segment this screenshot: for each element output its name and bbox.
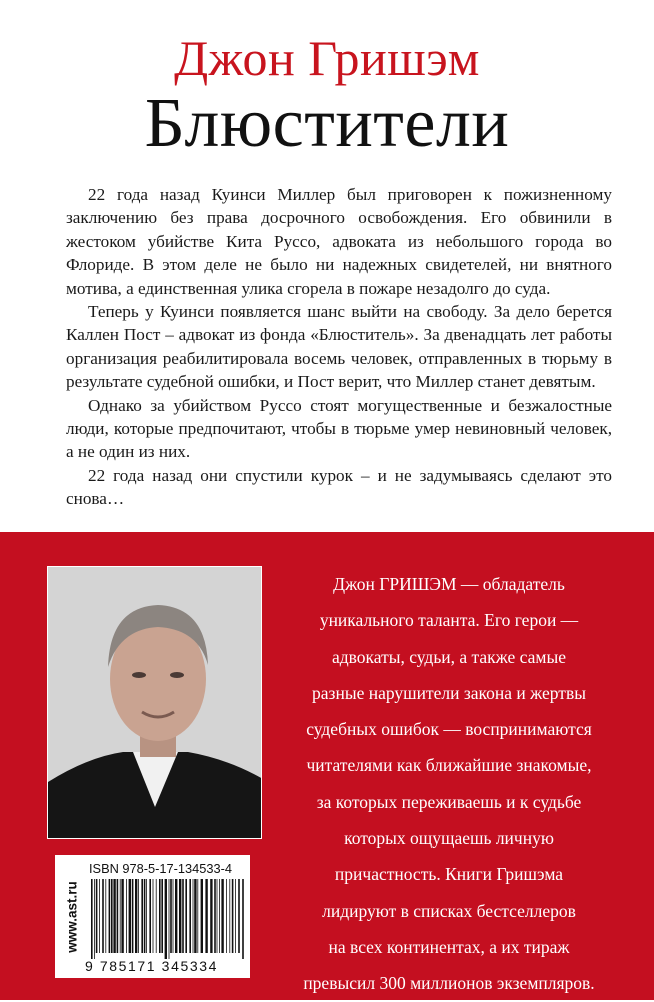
barcode-bar [226, 879, 227, 953]
barcode-bar [165, 879, 167, 959]
author-photo [47, 566, 262, 839]
barcode-bar [173, 879, 174, 953]
bio-line: причастность. Книги Гришэма [334, 864, 564, 885]
barcode-bar [105, 879, 106, 953]
barcode-bar [91, 879, 93, 959]
barcode-bar [229, 879, 230, 953]
isbn-label: ISBN 978-5-17-134533-4 [89, 861, 232, 876]
barcode-bar [132, 879, 134, 953]
barcode-bar [120, 879, 121, 953]
blurb-paragraph: Теперь у Куинси появляется шанс выйти на свободу. За дело берется Каллен Пост – адвокат из фонда «Блюститель». За двенадцать лет работы организация реабилитировала восемь человек, отправленных в тюрьму в результате судебной ошибки, и Пост верит, что Миллер станет девятым. [66, 302, 612, 392]
barcode-bar [217, 879, 218, 953]
barcode-bar [121, 879, 123, 953]
barcode-bar [144, 879, 146, 953]
bio-line: превысил 300 миллионов экземпляров. [303, 973, 595, 994]
barcode-bar [197, 879, 198, 953]
barcode-bar [210, 879, 212, 953]
blurb-paragraph: 22 года назад Куинси Миллер был приговорен к пожизненному заключению без права досрочного освобождения. Его обвинили в жестоком убийстве Кита Руссо, адвоката из небольшого города во Флориде. В этом деле не было ни надежных свидетелей, ни внятного мотива, а единственная улика сгорела в пожаре незадолго до суда. [66, 185, 612, 298]
barcode-bar [135, 879, 137, 953]
ean-number: 9 785171 345334 [85, 958, 218, 974]
bio-line: адвокаты, судьи, а также самые [331, 646, 567, 667]
barcode-bar [138, 879, 139, 953]
barcode-bar [179, 879, 181, 953]
barcode-bar [182, 879, 184, 953]
barcode-bar [170, 879, 172, 953]
barcode-bar [193, 879, 194, 953]
book-title: Блюстители [144, 85, 510, 162]
barcode-bar [185, 879, 187, 953]
bio-line: лидируют в списках бестселлеров [322, 900, 576, 921]
bio-line: уникального таланта. Его герои — [319, 610, 579, 631]
barcode-bar [232, 879, 234, 953]
barcode-bar [99, 879, 100, 953]
author-bio [270, 566, 628, 1002]
barcode-block [55, 855, 250, 978]
barcode-bar [126, 879, 127, 953]
bio-line: читателями как ближайшие знакомые, [306, 755, 592, 776]
author-name: Джон Гришэм [174, 30, 480, 86]
barcode-bar [205, 879, 207, 953]
bio-line: за которых переживаешь и к судьбе [316, 791, 582, 812]
barcode-bars [89, 879, 247, 959]
barcode-bar [194, 879, 196, 953]
barcode-bar [169, 879, 170, 959]
barcode-bar [214, 879, 216, 953]
barcode-bar [109, 879, 111, 953]
barcode-bar [94, 879, 95, 959]
barcode-bar [242, 879, 244, 959]
blurb [66, 183, 612, 511]
barcode-bar [111, 879, 113, 953]
publisher-website [63, 859, 81, 974]
barcode-bar [221, 879, 223, 953]
barcode-bar [161, 879, 163, 953]
barcode-bar [149, 879, 151, 953]
barcode-bar [146, 879, 147, 953]
barcode-bar [153, 879, 154, 953]
blurb-paragraph: 22 года назад они спустили курок – и не задумываясь сделают это снова… [66, 465, 612, 509]
barcode-bar [159, 879, 161, 953]
publisher-website-text: www.ast.ru [64, 880, 80, 953]
bio-line: разные нарушители закона и жертвы [312, 682, 586, 703]
barcode-bar [117, 879, 119, 953]
bio-line: Джон ГРИШЭМ — обладатель [333, 574, 565, 594]
bio-line: на всех континентах, а их тираж [328, 936, 570, 957]
bio-line: судебных ошибок — воспринимаются [306, 719, 592, 740]
barcode-bar [235, 879, 236, 953]
barcode-bar [129, 879, 131, 953]
barcode-bar [156, 879, 157, 953]
barcode-bar [102, 879, 104, 953]
barcode-bar [96, 879, 98, 953]
barcode-bar [238, 879, 240, 953]
barcode-bar [201, 879, 203, 953]
bio-line: которых ощущаешь личную [344, 828, 554, 849]
barcode-bar [189, 879, 191, 953]
blurb-paragraph: Однако за убийством Руссо стоят могущественные и безжалостные люди, которые предпочитают, чтобы в тюрьме умер невиновный человек, а не один из них. [66, 395, 612, 462]
barcode-bar [175, 879, 177, 953]
barcode-bar [141, 879, 143, 953]
author-portrait-illustration [48, 567, 262, 839]
barcode-bar [113, 879, 115, 953]
barcode-bar [219, 879, 220, 953]
